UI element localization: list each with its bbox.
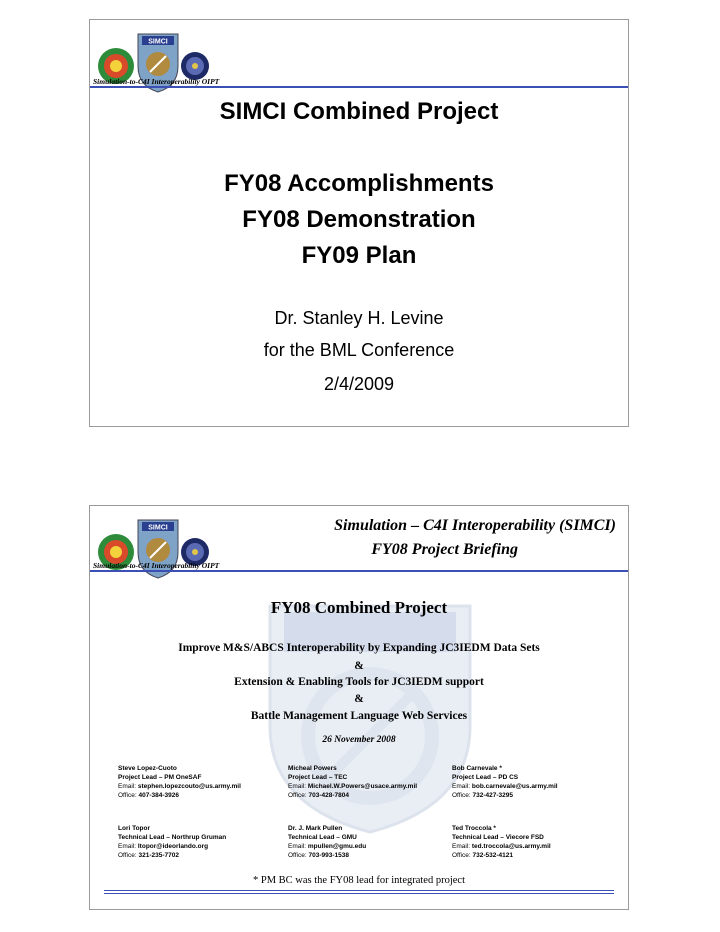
slide-2 [89, 505, 629, 910]
objective-1: Improve M&S/ABCS Interoperability by Expanding JC3IEDM Data Sets [178, 642, 540, 654]
header-subtitle: FY08 Project Briefing [371, 541, 518, 558]
slide-title: SIMCI Combined Project [219, 98, 499, 125]
slide-1 [89, 19, 629, 427]
org-label: Simulation-to-C4I Interoperability OIPT [93, 561, 220, 570]
objective-sep-1: & [354, 660, 364, 672]
seal-icon [181, 52, 209, 80]
contact-card: Lori Topor Technical Lead – Northrup Gruman Email: ltopor@ideorlando.org Office: 321-235-7702 [118, 825, 227, 859]
footnote: * PM BC was the FY08 lead for integrated project [253, 875, 465, 886]
objective-2: Extension & Enabling Tools for JC3IEDM support [234, 676, 484, 688]
org-label: Simulation-to-C4I Interoperability OIPT [93, 77, 220, 86]
header-rule [90, 570, 628, 572]
objective-sep-2: & [354, 693, 364, 705]
contact-card: Ted Troccola * Technical Lead – Viecore FSD Email: ted.troccola@us.army.mil Office: 732-532-4121 [452, 825, 551, 859]
svg-text:SIMCI: SIMCI [148, 38, 168, 46]
date: 2/4/2009 [323, 374, 395, 394]
contact-card: Bob Carnevale * Project Lead – PD CS Email: bob.carnevale@us.army.mil Office: 732-427-3295 [452, 765, 558, 799]
venue: for the BML Conference [263, 340, 455, 360]
contact-card: Steve Lopez-Cuoto Project Lead – PM OneSAF Email: stephen.lopezcouto@us.army.mil Office: 407-384-3926 [118, 765, 241, 799]
header-rule [90, 86, 628, 88]
header-title: Simulation – C4I Interoperability (SIMCI) [334, 517, 616, 534]
footer-rule [104, 893, 614, 894]
footer-rule [104, 890, 614, 891]
objective-3: Battle Management Language Web Services [250, 710, 468, 722]
contact-card: Dr. J. Mark Pullen Technical Lead – GMU Email: mpullen@gmu.edu Office: 703-993-1538 [288, 825, 367, 859]
line-demonstration: FY08 Demonstration [242, 206, 476, 233]
slide-title: FY08 Combined Project [270, 598, 448, 617]
briefing-date: 26 November 2008 [322, 735, 396, 745]
svg-text:SIMCI: SIMCI [148, 524, 168, 532]
presenter: Dr. Stanley H. Levine [274, 308, 444, 328]
line-accomplishments: FY08 Accomplishments [224, 170, 494, 197]
line-plan: FY09 Plan [301, 242, 417, 269]
contact-card: Micheal Powers Project Lead – TEC Email: Michael.W.Powers@usace.army.mil Office: 703-428-7804 [288, 765, 418, 799]
